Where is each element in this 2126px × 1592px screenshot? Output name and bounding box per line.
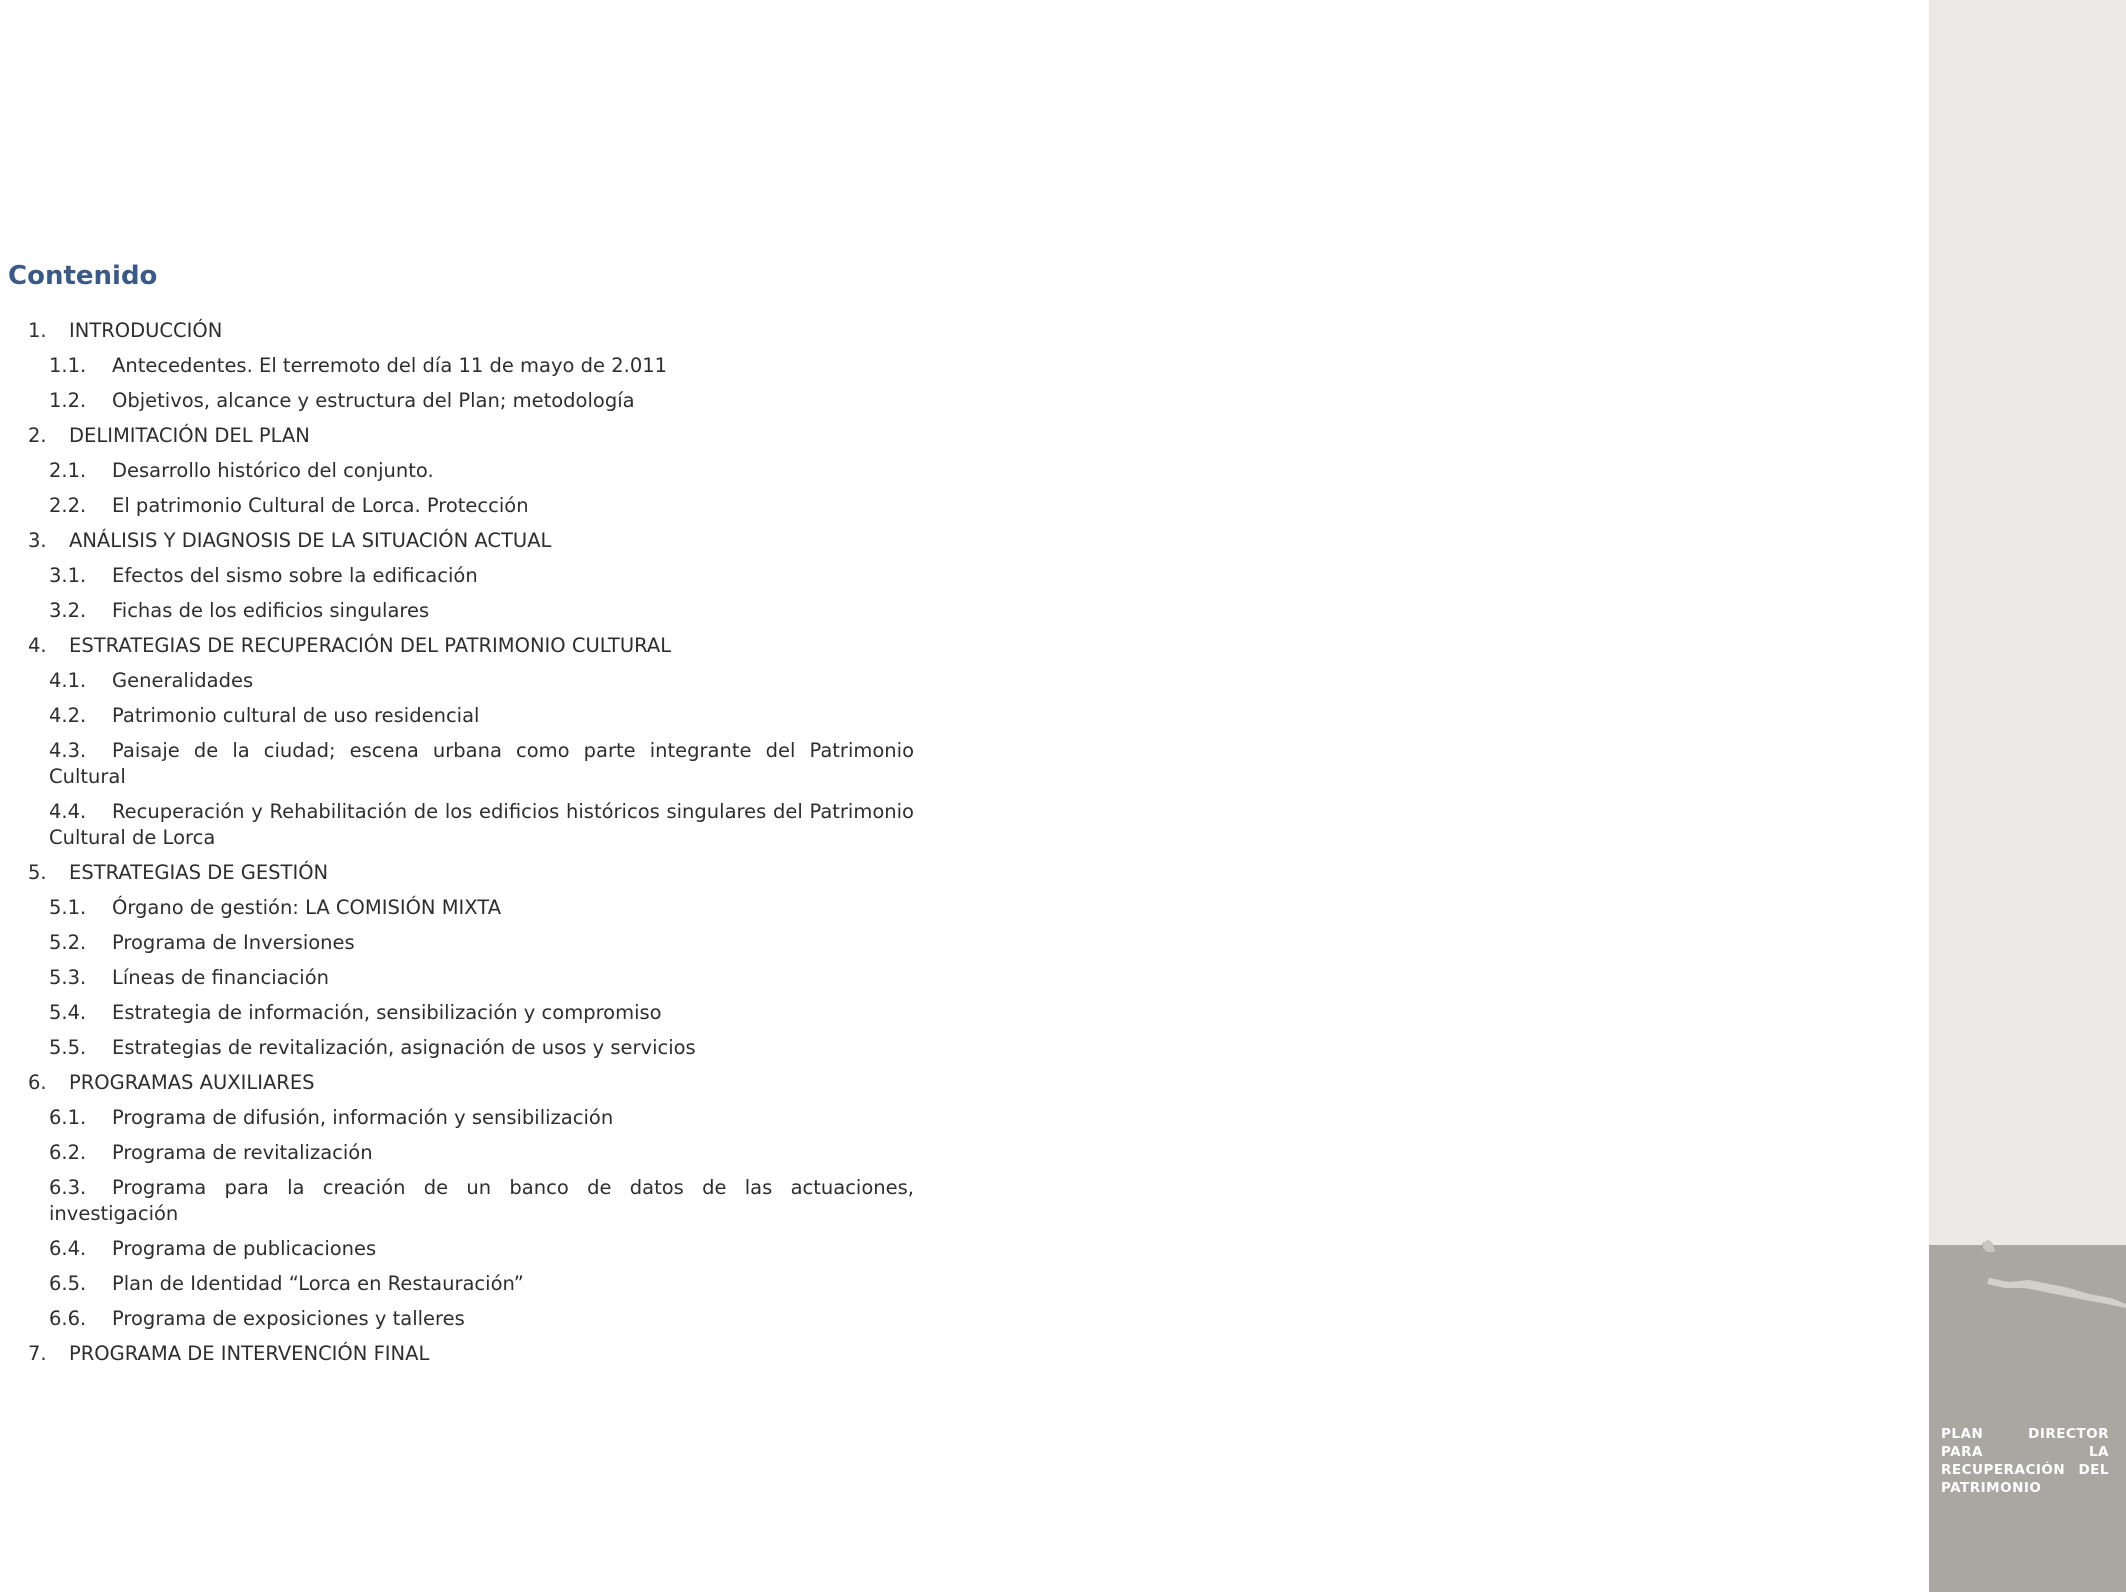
toc-entry-text: Programa de exposiciones y talleres bbox=[112, 1307, 465, 1330]
toc-entry-number: 4.4. bbox=[49, 800, 87, 823]
toc-entry-text: PROGRAMAS AUXILIARES bbox=[69, 1071, 315, 1094]
toc-entry-text: ESTRATEGIAS DE RECUPERACIÓN DEL PATRIMONIO CULTURAL bbox=[69, 634, 672, 657]
toc-entry-text: ESTRATEGIAS DE GESTIÓN bbox=[69, 861, 329, 884]
toc-entry-4[interactable] bbox=[28, 633, 914, 659]
toc-entry-text: Programa de revitalización bbox=[112, 1141, 373, 1164]
toc-entry-5[interactable] bbox=[28, 860, 914, 886]
toc-entry-number: 4.2. bbox=[49, 704, 87, 727]
toc-entry-text: PROGRAMA DE INTERVENCIÓN FINAL bbox=[69, 1342, 430, 1365]
toc-entry-text: Estrategias de revitalización, asignación de usos y servicios bbox=[112, 1036, 696, 1059]
toc-entry-text: Desarrollo histórico del conjunto. bbox=[112, 459, 434, 482]
toc-entry-7[interactable] bbox=[28, 1341, 914, 1367]
toc-entry-text: Efectos del sismo sobre la edificación bbox=[112, 564, 478, 587]
toc-entry-5-1[interactable] bbox=[49, 895, 914, 921]
toc-entry-5-3[interactable] bbox=[49, 965, 914, 991]
toc-entry-number: 6.3. bbox=[49, 1176, 87, 1199]
toc-entry-6-5[interactable] bbox=[49, 1271, 914, 1297]
toc-entry-4-2[interactable] bbox=[49, 703, 914, 729]
toc-entry-1[interactable] bbox=[28, 318, 914, 344]
toc-entry-4-1[interactable] bbox=[49, 668, 914, 694]
toc-entry-text: INTRODUCCIÓN bbox=[69, 319, 223, 342]
toc-entry-number: 5.4. bbox=[49, 1001, 87, 1024]
toc-entry-number: 6. bbox=[28, 1071, 47, 1094]
castle-silhouette-icon bbox=[1929, 1238, 2126, 1348]
toc-entry-number: 4. bbox=[28, 634, 47, 657]
toc-entry-text: Programa de publicaciones bbox=[112, 1237, 377, 1260]
toc-entry-text: Estrategia de información, sensibilización y compromiso bbox=[112, 1001, 662, 1024]
toc-entry-number: 4.3. bbox=[49, 739, 87, 762]
toc-entry-1-2[interactable] bbox=[49, 388, 914, 414]
toc-entry-6-4[interactable] bbox=[49, 1236, 914, 1262]
toc-entry-number: 5.5. bbox=[49, 1036, 87, 1059]
toc-entry-number: 6.2. bbox=[49, 1141, 87, 1164]
toc-entry-text: DELIMITACIÓN DEL PLAN bbox=[69, 424, 310, 447]
toc-entry-number: 2.2. bbox=[49, 494, 87, 517]
toc-entry-number: 1.2. bbox=[49, 389, 87, 412]
toc-entry-number: 1. bbox=[28, 319, 47, 342]
toc-title: Contenido bbox=[8, 261, 158, 291]
toc-entry-number: 5.2. bbox=[49, 931, 87, 954]
toc-entry-5-2[interactable] bbox=[49, 930, 914, 956]
toc-entry-1-1[interactable] bbox=[49, 353, 914, 379]
toc-entry-text: Programa de difusión, información y sensibilización bbox=[112, 1106, 614, 1129]
toc-entry-5-5[interactable] bbox=[49, 1035, 914, 1061]
toc-entry-3-2[interactable] bbox=[49, 598, 914, 624]
toc-entry-text: Antecedentes. El terremoto del día 11 de mayo de 2.011 bbox=[112, 354, 668, 377]
toc-entry-3-1[interactable] bbox=[49, 563, 914, 589]
toc-entry-number: 7. bbox=[28, 1342, 47, 1365]
toc-entry-number: 6.6. bbox=[49, 1307, 87, 1330]
toc-entry-text: El patrimonio Cultural de Lorca. Protección bbox=[112, 494, 529, 517]
toc-entry-2-1[interactable] bbox=[49, 458, 914, 484]
toc-entry-6-2[interactable] bbox=[49, 1140, 914, 1166]
toc-entry-text: Líneas de financiación bbox=[112, 966, 329, 989]
toc-entry-text: Recuperación y Rehabilitación de los edificios históricos singulares del Patrimonio Cultural de Lorca bbox=[49, 800, 914, 849]
toc-entry-2-2[interactable] bbox=[49, 493, 914, 519]
toc-entry-text: Objetivos, alcance y estructura del Plan; metodología bbox=[112, 389, 635, 412]
toc-entry-number: 6.4. bbox=[49, 1237, 87, 1260]
toc-entry-number: 3.2. bbox=[49, 599, 87, 622]
toc-entry-6[interactable] bbox=[28, 1070, 914, 1096]
toc-entry-3[interactable] bbox=[28, 528, 914, 554]
toc-entry-number: 2. bbox=[28, 424, 47, 447]
toc-entry-4-4[interactable] bbox=[49, 799, 914, 851]
toc-entry-number: 1.1. bbox=[49, 354, 87, 377]
toc-entry-number: 4.1. bbox=[49, 669, 87, 692]
toc-entry-text: Programa para la creación de un banco de datos de las actuaciones, investigación bbox=[49, 1176, 914, 1225]
toc-entry-text: Fichas de los edificios singulares bbox=[112, 599, 430, 622]
toc-entry-number: 6.5. bbox=[49, 1272, 87, 1295]
toc-entry-5-4[interactable] bbox=[49, 1000, 914, 1026]
toc-entry-text: Generalidades bbox=[112, 669, 254, 692]
toc-entry-2[interactable] bbox=[28, 423, 914, 449]
toc-entry-number: 6.1. bbox=[49, 1106, 87, 1129]
toc-entry-text: Programa de Inversiones bbox=[112, 931, 355, 954]
toc-entry-number: 2.1. bbox=[49, 459, 87, 482]
toc-entry-text: Paisaje de la ciudad; escena urbana como parte integrante del Patrimonio Cultural bbox=[49, 739, 914, 788]
toc-entry-text: ANÁLISIS Y DIAGNOSIS DE LA SITUACIÓN ACTUAL bbox=[69, 529, 552, 552]
toc-entry-6-3[interactable] bbox=[49, 1175, 914, 1227]
toc-entry-number: 5. bbox=[28, 861, 47, 884]
toc-entry-6-1[interactable] bbox=[49, 1105, 914, 1131]
toc-entry-4-3[interactable] bbox=[49, 738, 914, 790]
toc-entry-text: Patrimonio cultural de uso residencial bbox=[112, 704, 480, 727]
toc-entry-number: 3. bbox=[28, 529, 47, 552]
table-of-contents bbox=[28, 318, 914, 1376]
sidebar-caption: PLAN DIRECTOR PARA LA RECUPERACIÓN DEL PATRIMONIO bbox=[1941, 1426, 2109, 1496]
sidebar bbox=[1929, 0, 2126, 1592]
toc-entry-6-6[interactable] bbox=[49, 1306, 914, 1332]
toc-entry-number: 5.1. bbox=[49, 896, 87, 919]
toc-entry-number: 3.1. bbox=[49, 564, 87, 587]
toc-entry-text: Órgano de gestión: LA COMISIÓN MIXTA bbox=[112, 896, 502, 919]
toc-entry-text: Plan de Identidad “Lorca en Restauración” bbox=[112, 1272, 524, 1295]
toc-entry-number: 5.3. bbox=[49, 966, 87, 989]
